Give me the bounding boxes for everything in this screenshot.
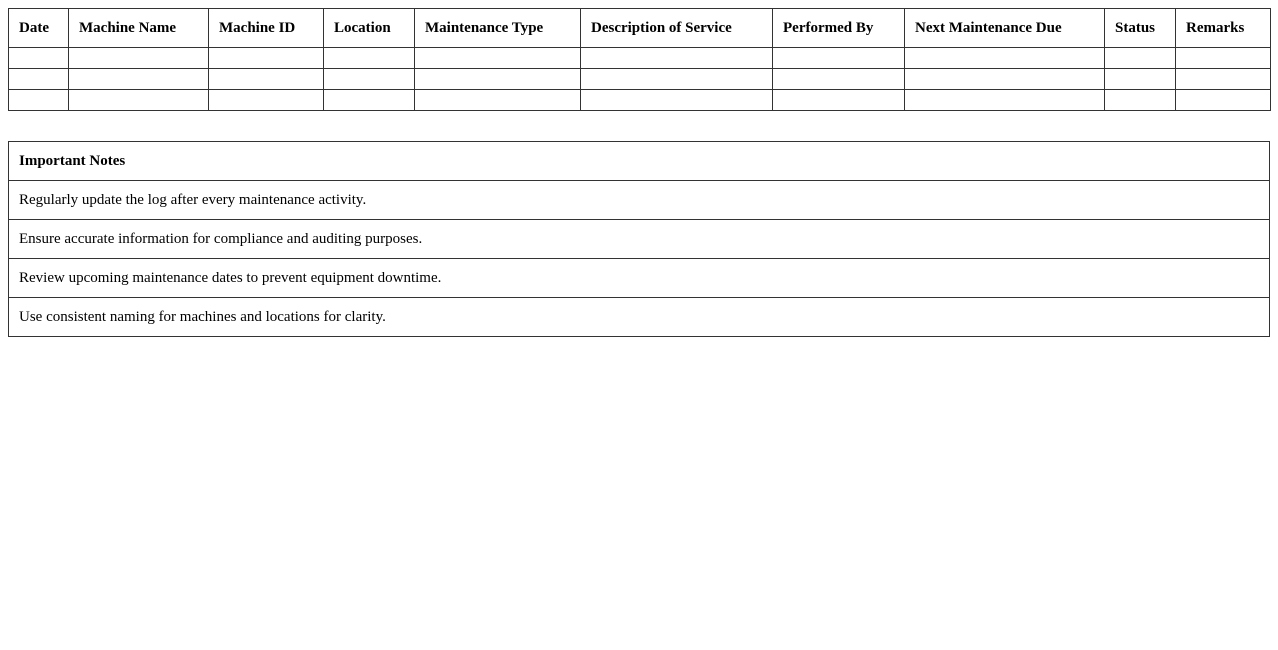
table-cell	[324, 90, 415, 111]
table-cell	[324, 69, 415, 90]
table-cell	[69, 90, 209, 111]
header-description-of-service: Description of Service	[581, 9, 773, 48]
table-cell	[69, 69, 209, 90]
list-item	[9, 259, 1270, 298]
table-cell	[1105, 69, 1176, 90]
table-cell	[905, 69, 1105, 90]
table-cell	[324, 48, 415, 69]
document-body	[8, 8, 1270, 337]
table-cell	[209, 69, 324, 90]
header-maintenance-type: Maintenance Type	[415, 9, 581, 48]
table-cell	[905, 48, 1105, 69]
table-row	[9, 90, 1271, 111]
table-cell	[1176, 69, 1271, 90]
notes-header-row	[9, 142, 1270, 181]
note-text: Regularly update the log after every maintenance activity.	[9, 181, 1270, 220]
header-remarks: Remarks	[1176, 9, 1271, 48]
table-row	[9, 48, 1271, 69]
table-cell	[773, 90, 905, 111]
header-next-maintenance-due: Next Maintenance Due	[905, 9, 1105, 48]
list-item	[9, 181, 1270, 220]
note-text: Use consistent naming for machines and locations for clarity.	[9, 298, 1270, 337]
table-cell	[415, 69, 581, 90]
table-cell	[581, 90, 773, 111]
table-cell	[69, 48, 209, 69]
table-cell	[9, 90, 69, 111]
table-cell	[1105, 90, 1176, 111]
table-cell	[773, 48, 905, 69]
table-cell	[9, 69, 69, 90]
list-item	[9, 220, 1270, 259]
table-header-row	[9, 9, 1271, 48]
table-cell	[581, 69, 773, 90]
table-cell	[209, 48, 324, 69]
maintenance-log-table	[8, 8, 1271, 111]
table-cell	[415, 90, 581, 111]
important-notes-table	[8, 141, 1270, 337]
header-machine-name: Machine Name	[69, 9, 209, 48]
table-row	[9, 69, 1271, 90]
header-machine-id: Machine ID	[209, 9, 324, 48]
table-cell	[1105, 48, 1176, 69]
table-cell	[905, 90, 1105, 111]
header-location: Location	[324, 9, 415, 48]
table-cell	[209, 90, 324, 111]
list-item	[9, 298, 1270, 337]
note-text: Ensure accurate information for compliance and auditing purposes.	[9, 220, 1270, 259]
table-cell	[415, 48, 581, 69]
header-status: Status	[1105, 9, 1176, 48]
table-cell	[581, 48, 773, 69]
notes-title: Important Notes	[9, 142, 1270, 181]
note-text: Review upcoming maintenance dates to prevent equipment downtime.	[9, 259, 1270, 298]
header-date: Date	[9, 9, 69, 48]
table-cell	[1176, 48, 1271, 69]
table-cell	[773, 69, 905, 90]
table-cell	[9, 48, 69, 69]
header-performed-by: Performed By	[773, 9, 905, 48]
table-cell	[1176, 90, 1271, 111]
